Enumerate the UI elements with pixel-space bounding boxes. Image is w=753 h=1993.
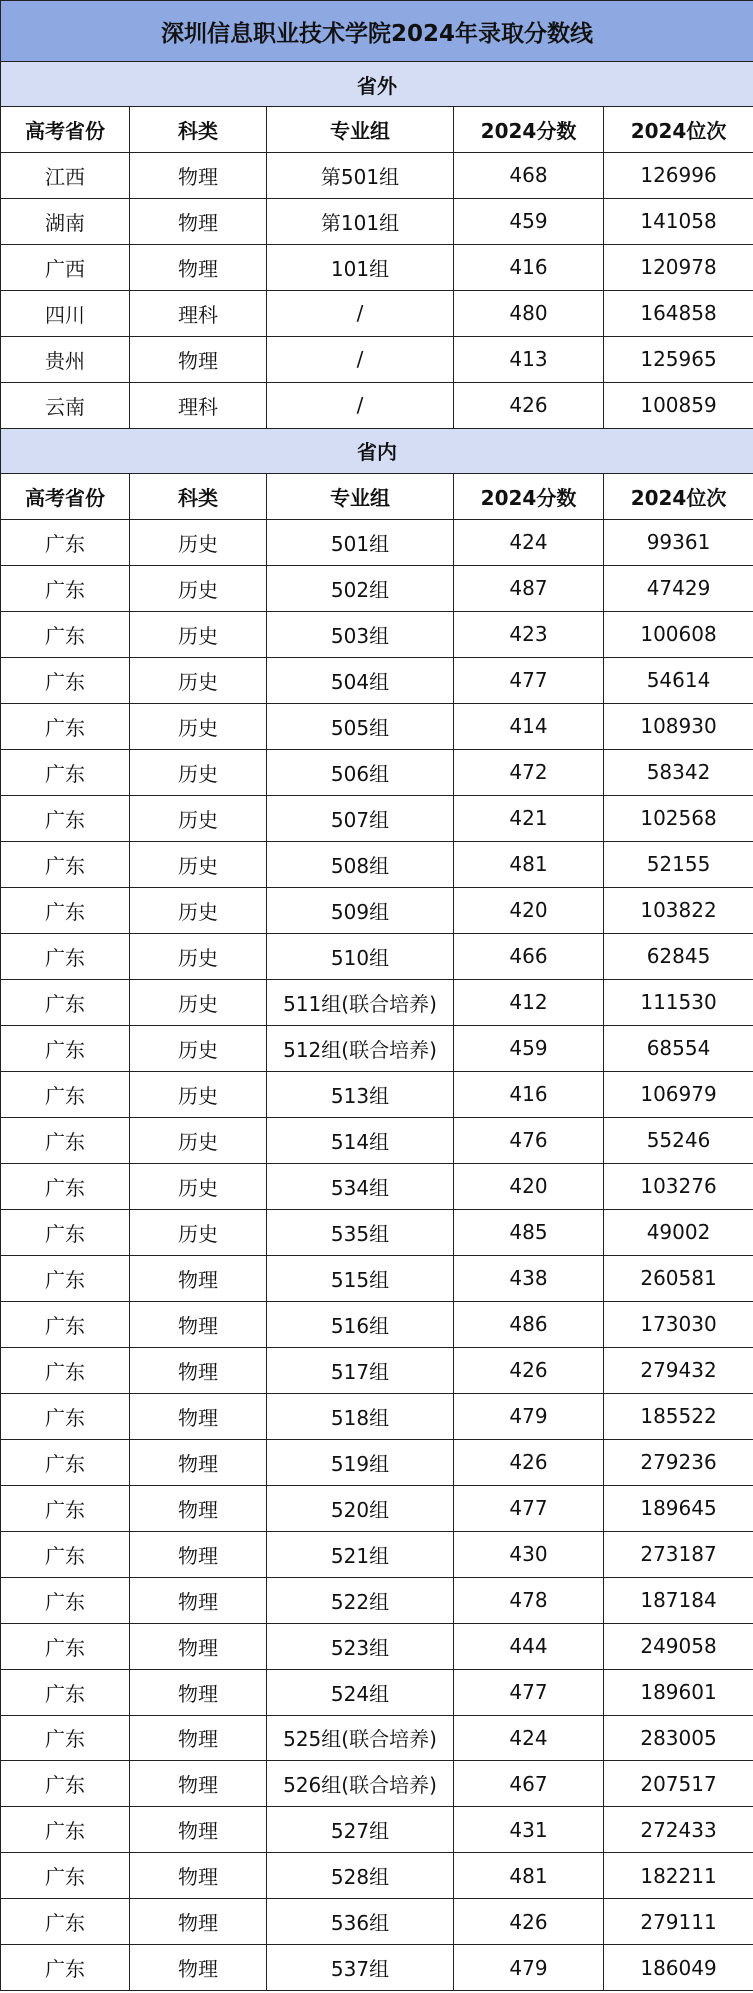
column-header-row xyxy=(1,107,753,153)
cell-rank-2024: 49002 xyxy=(604,1209,753,1255)
section-title: 省内 xyxy=(1,428,753,473)
cell-rank-2024: 111530 xyxy=(604,979,753,1025)
table-row xyxy=(1,382,753,428)
cell-category: 历史 xyxy=(130,841,267,887)
cell-rank-2024: 279111 xyxy=(604,1899,753,1945)
cell-major-group: 第501组 xyxy=(267,153,454,199)
cell-category: 物理 xyxy=(130,1899,267,1945)
cell-rank-2024: 47429 xyxy=(604,565,753,611)
column-header-category: 科类 xyxy=(130,473,267,519)
cell-major-group: 534组 xyxy=(267,1163,454,1209)
cell-major-group: 第101组 xyxy=(267,198,454,244)
cell-major-group: 520组 xyxy=(267,1485,454,1531)
cell-score-2024: 468 xyxy=(454,153,604,199)
table-row xyxy=(1,1853,753,1899)
cell-category: 理科 xyxy=(130,382,267,428)
cell-score-2024: 459 xyxy=(454,1025,604,1071)
cell-score-2024: 426 xyxy=(454,1899,604,1945)
cell-score-2024: 477 xyxy=(454,1485,604,1531)
cell-category: 历史 xyxy=(130,519,267,565)
cell-rank-2024: 187184 xyxy=(604,1577,753,1623)
cell-major-group: 510组 xyxy=(267,933,454,979)
cell-major-group: 506组 xyxy=(267,749,454,795)
column-header-province: 高考省份 xyxy=(1,107,130,153)
cell-category: 物理 xyxy=(130,1945,267,1991)
cell-rank-2024: 164858 xyxy=(604,290,753,336)
cell-category: 历史 xyxy=(130,887,267,933)
cell-category: 物理 xyxy=(130,198,267,244)
cell-category: 历史 xyxy=(130,1209,267,1255)
cell-category: 理科 xyxy=(130,290,267,336)
cell-category: 物理 xyxy=(130,1485,267,1531)
cell-category: 物理 xyxy=(130,1577,267,1623)
cell-score-2024: 424 xyxy=(454,519,604,565)
cell-major-group: 502组 xyxy=(267,565,454,611)
cell-rank-2024: 99361 xyxy=(604,519,753,565)
cell-category: 历史 xyxy=(130,565,267,611)
cell-major-group: 524组 xyxy=(267,1669,454,1715)
cell-province: 广东 xyxy=(1,611,130,657)
cell-province: 广东 xyxy=(1,1117,130,1163)
table-row xyxy=(1,1025,753,1071)
cell-major-group: / xyxy=(267,290,454,336)
table-row xyxy=(1,887,753,933)
section-row xyxy=(1,428,753,473)
table-row xyxy=(1,565,753,611)
cell-province: 广东 xyxy=(1,1531,130,1577)
cell-rank-2024: 125965 xyxy=(604,336,753,382)
cell-score-2024: 467 xyxy=(454,1761,604,1807)
cell-category: 物理 xyxy=(130,244,267,290)
cell-rank-2024: 185522 xyxy=(604,1393,753,1439)
cell-category: 物理 xyxy=(130,1439,267,1485)
table-row xyxy=(1,1117,753,1163)
table-row xyxy=(1,1393,753,1439)
cell-province: 广东 xyxy=(1,1071,130,1117)
cell-major-group: 504组 xyxy=(267,657,454,703)
cell-province: 广东 xyxy=(1,887,130,933)
table-row xyxy=(1,1531,753,1577)
table-row xyxy=(1,1485,753,1531)
table-row xyxy=(1,290,753,336)
table-row xyxy=(1,519,753,565)
cell-score-2024: 487 xyxy=(454,565,604,611)
cell-score-2024: 414 xyxy=(454,703,604,749)
cell-major-group: 537组 xyxy=(267,1945,454,1991)
column-header-rank-2024: 2024位次 xyxy=(604,473,753,519)
cell-major-group: 507组 xyxy=(267,795,454,841)
cell-rank-2024: 249058 xyxy=(604,1623,753,1669)
table-row xyxy=(1,198,753,244)
cell-category: 历史 xyxy=(130,1117,267,1163)
cell-rank-2024: 52155 xyxy=(604,841,753,887)
table-row xyxy=(1,795,753,841)
cell-category: 历史 xyxy=(130,795,267,841)
cell-score-2024: 420 xyxy=(454,887,604,933)
cell-score-2024: 481 xyxy=(454,1853,604,1899)
cell-rank-2024: 103822 xyxy=(604,887,753,933)
cell-category: 历史 xyxy=(130,1163,267,1209)
table-row xyxy=(1,933,753,979)
cell-rank-2024: 100859 xyxy=(604,382,753,428)
cell-category: 物理 xyxy=(130,1761,267,1807)
cell-province: 广东 xyxy=(1,1945,130,1991)
cell-category: 物理 xyxy=(130,1715,267,1761)
cell-category: 物理 xyxy=(130,1255,267,1301)
cell-major-group: 536组 xyxy=(267,1899,454,1945)
table-row xyxy=(1,1255,753,1301)
cell-score-2024: 426 xyxy=(454,382,604,428)
cell-province: 广东 xyxy=(1,1853,130,1899)
cell-category: 历史 xyxy=(130,611,267,657)
column-header-score-2024: 2024分数 xyxy=(454,107,604,153)
cell-category: 物理 xyxy=(130,1669,267,1715)
table-title: 深圳信息职业技术学院2024年录取分数线 xyxy=(1,1,753,62)
cell-score-2024: 416 xyxy=(454,244,604,290)
cell-rank-2024: 189645 xyxy=(604,1485,753,1531)
cell-province: 广东 xyxy=(1,1761,130,1807)
table-row xyxy=(1,611,753,657)
cell-score-2024: 431 xyxy=(454,1807,604,1853)
table-row xyxy=(1,1807,753,1853)
cell-province: 广东 xyxy=(1,565,130,611)
cell-rank-2024: 103276 xyxy=(604,1163,753,1209)
cell-rank-2024: 207517 xyxy=(604,1761,753,1807)
cell-category: 历史 xyxy=(130,1071,267,1117)
cell-rank-2024: 182211 xyxy=(604,1853,753,1899)
cell-rank-2024: 272433 xyxy=(604,1807,753,1853)
cell-score-2024: 421 xyxy=(454,795,604,841)
cell-province: 广东 xyxy=(1,841,130,887)
table-row xyxy=(1,1163,753,1209)
cell-category: 历史 xyxy=(130,979,267,1025)
table-row xyxy=(1,1439,753,1485)
table-row xyxy=(1,1761,753,1807)
cell-rank-2024: 58342 xyxy=(604,749,753,795)
cell-category: 物理 xyxy=(130,1347,267,1393)
cell-province: 广东 xyxy=(1,703,130,749)
cell-category: 历史 xyxy=(130,1025,267,1071)
cell-rank-2024: 106979 xyxy=(604,1071,753,1117)
table-row xyxy=(1,1209,753,1255)
cell-score-2024: 426 xyxy=(454,1347,604,1393)
cell-category: 物理 xyxy=(130,153,267,199)
table-row xyxy=(1,244,753,290)
cell-score-2024: 438 xyxy=(454,1255,604,1301)
cell-major-group: 527组 xyxy=(267,1807,454,1853)
cell-major-group: 515组 xyxy=(267,1255,454,1301)
cell-province: 广东 xyxy=(1,749,130,795)
cell-major-group: 519组 xyxy=(267,1439,454,1485)
cell-major-group: 523组 xyxy=(267,1623,454,1669)
table-row xyxy=(1,841,753,887)
cell-score-2024: 481 xyxy=(454,841,604,887)
column-header-category: 科类 xyxy=(130,107,267,153)
cell-score-2024: 426 xyxy=(454,1439,604,1485)
cell-major-group: 528组 xyxy=(267,1853,454,1899)
table-row xyxy=(1,1301,753,1347)
section-row xyxy=(1,62,753,107)
cell-major-group: 501组 xyxy=(267,519,454,565)
cell-province: 广东 xyxy=(1,519,130,565)
cell-major-group: 516组 xyxy=(267,1301,454,1347)
table-row xyxy=(1,749,753,795)
cell-score-2024: 477 xyxy=(454,657,604,703)
table-row xyxy=(1,1577,753,1623)
cell-province: 广东 xyxy=(1,1715,130,1761)
cell-major-group: 514组 xyxy=(267,1117,454,1163)
cell-score-2024: 472 xyxy=(454,749,604,795)
cell-rank-2024: 186049 xyxy=(604,1945,753,1991)
table-row xyxy=(1,1945,753,1991)
cell-rank-2024: 173030 xyxy=(604,1301,753,1347)
cell-score-2024: 412 xyxy=(454,979,604,1025)
column-header-row xyxy=(1,473,753,519)
cell-score-2024: 480 xyxy=(454,290,604,336)
cell-score-2024: 485 xyxy=(454,1209,604,1255)
cell-province: 广东 xyxy=(1,1209,130,1255)
cell-province: 广东 xyxy=(1,1301,130,1347)
cell-score-2024: 479 xyxy=(454,1945,604,1991)
cell-category: 历史 xyxy=(130,657,267,703)
table-row xyxy=(1,703,753,749)
table-row xyxy=(1,1347,753,1393)
cell-score-2024: 486 xyxy=(454,1301,604,1347)
cell-score-2024: 413 xyxy=(454,336,604,382)
cell-rank-2024: 55246 xyxy=(604,1117,753,1163)
cell-rank-2024: 273187 xyxy=(604,1531,753,1577)
cell-rank-2024: 126996 xyxy=(604,153,753,199)
cell-category: 历史 xyxy=(130,703,267,749)
cell-major-group: 503组 xyxy=(267,611,454,657)
cell-major-group: 508组 xyxy=(267,841,454,887)
cell-major-group: / xyxy=(267,382,454,428)
cell-score-2024: 430 xyxy=(454,1531,604,1577)
cell-rank-2024: 279432 xyxy=(604,1347,753,1393)
table-row xyxy=(1,657,753,703)
cell-major-group: 512组(联合培养) xyxy=(267,1025,454,1071)
cell-province: 广东 xyxy=(1,1577,130,1623)
cell-category: 物理 xyxy=(130,1393,267,1439)
cell-rank-2024: 189601 xyxy=(604,1669,753,1715)
cell-score-2024: 423 xyxy=(454,611,604,657)
cell-province: 广东 xyxy=(1,1669,130,1715)
cell-rank-2024: 100608 xyxy=(604,611,753,657)
table-row xyxy=(1,1715,753,1761)
cell-province: 江西 xyxy=(1,153,130,199)
cell-rank-2024: 68554 xyxy=(604,1025,753,1071)
table-body xyxy=(1,1,753,1991)
cell-province: 广东 xyxy=(1,1393,130,1439)
cell-major-group: 526组(联合培养) xyxy=(267,1761,454,1807)
cell-major-group: 101组 xyxy=(267,244,454,290)
cell-province: 广东 xyxy=(1,979,130,1025)
cell-province: 广东 xyxy=(1,1025,130,1071)
cell-province: 广东 xyxy=(1,1807,130,1853)
cell-major-group: 522组 xyxy=(267,1577,454,1623)
table-row xyxy=(1,979,753,1025)
cell-category: 物理 xyxy=(130,1301,267,1347)
cell-score-2024: 416 xyxy=(454,1071,604,1117)
cell-major-group: 509组 xyxy=(267,887,454,933)
column-header-score-2024: 2024分数 xyxy=(454,473,604,519)
cell-score-2024: 479 xyxy=(454,1393,604,1439)
cell-score-2024: 424 xyxy=(454,1715,604,1761)
cell-category: 历史 xyxy=(130,749,267,795)
column-header-rank-2024: 2024位次 xyxy=(604,107,753,153)
column-header-major-group: 专业组 xyxy=(267,107,454,153)
cell-category: 物理 xyxy=(130,1623,267,1669)
cell-province: 广东 xyxy=(1,657,130,703)
cell-category: 物理 xyxy=(130,1531,267,1577)
cell-rank-2024: 54614 xyxy=(604,657,753,703)
cell-category: 物理 xyxy=(130,1807,267,1853)
cell-province: 广东 xyxy=(1,795,130,841)
cell-score-2024: 444 xyxy=(454,1623,604,1669)
cell-province: 四川 xyxy=(1,290,130,336)
cell-rank-2024: 260581 xyxy=(604,1255,753,1301)
cell-province: 广东 xyxy=(1,1347,130,1393)
cell-province: 广东 xyxy=(1,1485,130,1531)
cell-major-group: 517组 xyxy=(267,1347,454,1393)
cell-province: 广东 xyxy=(1,1255,130,1301)
cell-score-2024: 459 xyxy=(454,198,604,244)
column-header-major-group: 专业组 xyxy=(267,473,454,519)
cell-score-2024: 477 xyxy=(454,1669,604,1715)
cell-major-group: 518组 xyxy=(267,1393,454,1439)
cell-major-group: / xyxy=(267,336,454,382)
cell-province: 广西 xyxy=(1,244,130,290)
cell-category: 历史 xyxy=(130,933,267,979)
table-row xyxy=(1,1071,753,1117)
table-row xyxy=(1,336,753,382)
cell-score-2024: 476 xyxy=(454,1117,604,1163)
cell-rank-2024: 120978 xyxy=(604,244,753,290)
table-row xyxy=(1,1623,753,1669)
cell-rank-2024: 62845 xyxy=(604,933,753,979)
table-row xyxy=(1,153,753,199)
cell-category: 物理 xyxy=(130,1853,267,1899)
cell-score-2024: 420 xyxy=(454,1163,604,1209)
table-row xyxy=(1,1899,753,1945)
cell-score-2024: 478 xyxy=(454,1577,604,1623)
cell-rank-2024: 283005 xyxy=(604,1715,753,1761)
section-title: 省外 xyxy=(1,62,753,107)
cell-province: 广东 xyxy=(1,1899,130,1945)
table-row xyxy=(1,1669,753,1715)
cell-major-group: 511组(联合培养) xyxy=(267,979,454,1025)
cell-category: 物理 xyxy=(130,336,267,382)
cell-rank-2024: 102568 xyxy=(604,795,753,841)
column-header-province: 高考省份 xyxy=(1,473,130,519)
cell-province: 贵州 xyxy=(1,336,130,382)
cell-province: 广东 xyxy=(1,1439,130,1485)
cell-major-group: 513组 xyxy=(267,1071,454,1117)
cell-province: 云南 xyxy=(1,382,130,428)
cell-province: 湖南 xyxy=(1,198,130,244)
cell-province: 广东 xyxy=(1,1623,130,1669)
cell-major-group: 535组 xyxy=(267,1209,454,1255)
cell-major-group: 521组 xyxy=(267,1531,454,1577)
cell-major-group: 525组(联合培养) xyxy=(267,1715,454,1761)
title-row xyxy=(1,1,753,62)
cell-province: 广东 xyxy=(1,1163,130,1209)
cell-province: 广东 xyxy=(1,933,130,979)
cell-score-2024: 466 xyxy=(454,933,604,979)
cell-major-group: 505组 xyxy=(267,703,454,749)
cell-rank-2024: 108930 xyxy=(604,703,753,749)
cell-rank-2024: 141058 xyxy=(604,198,753,244)
cell-rank-2024: 279236 xyxy=(604,1439,753,1485)
